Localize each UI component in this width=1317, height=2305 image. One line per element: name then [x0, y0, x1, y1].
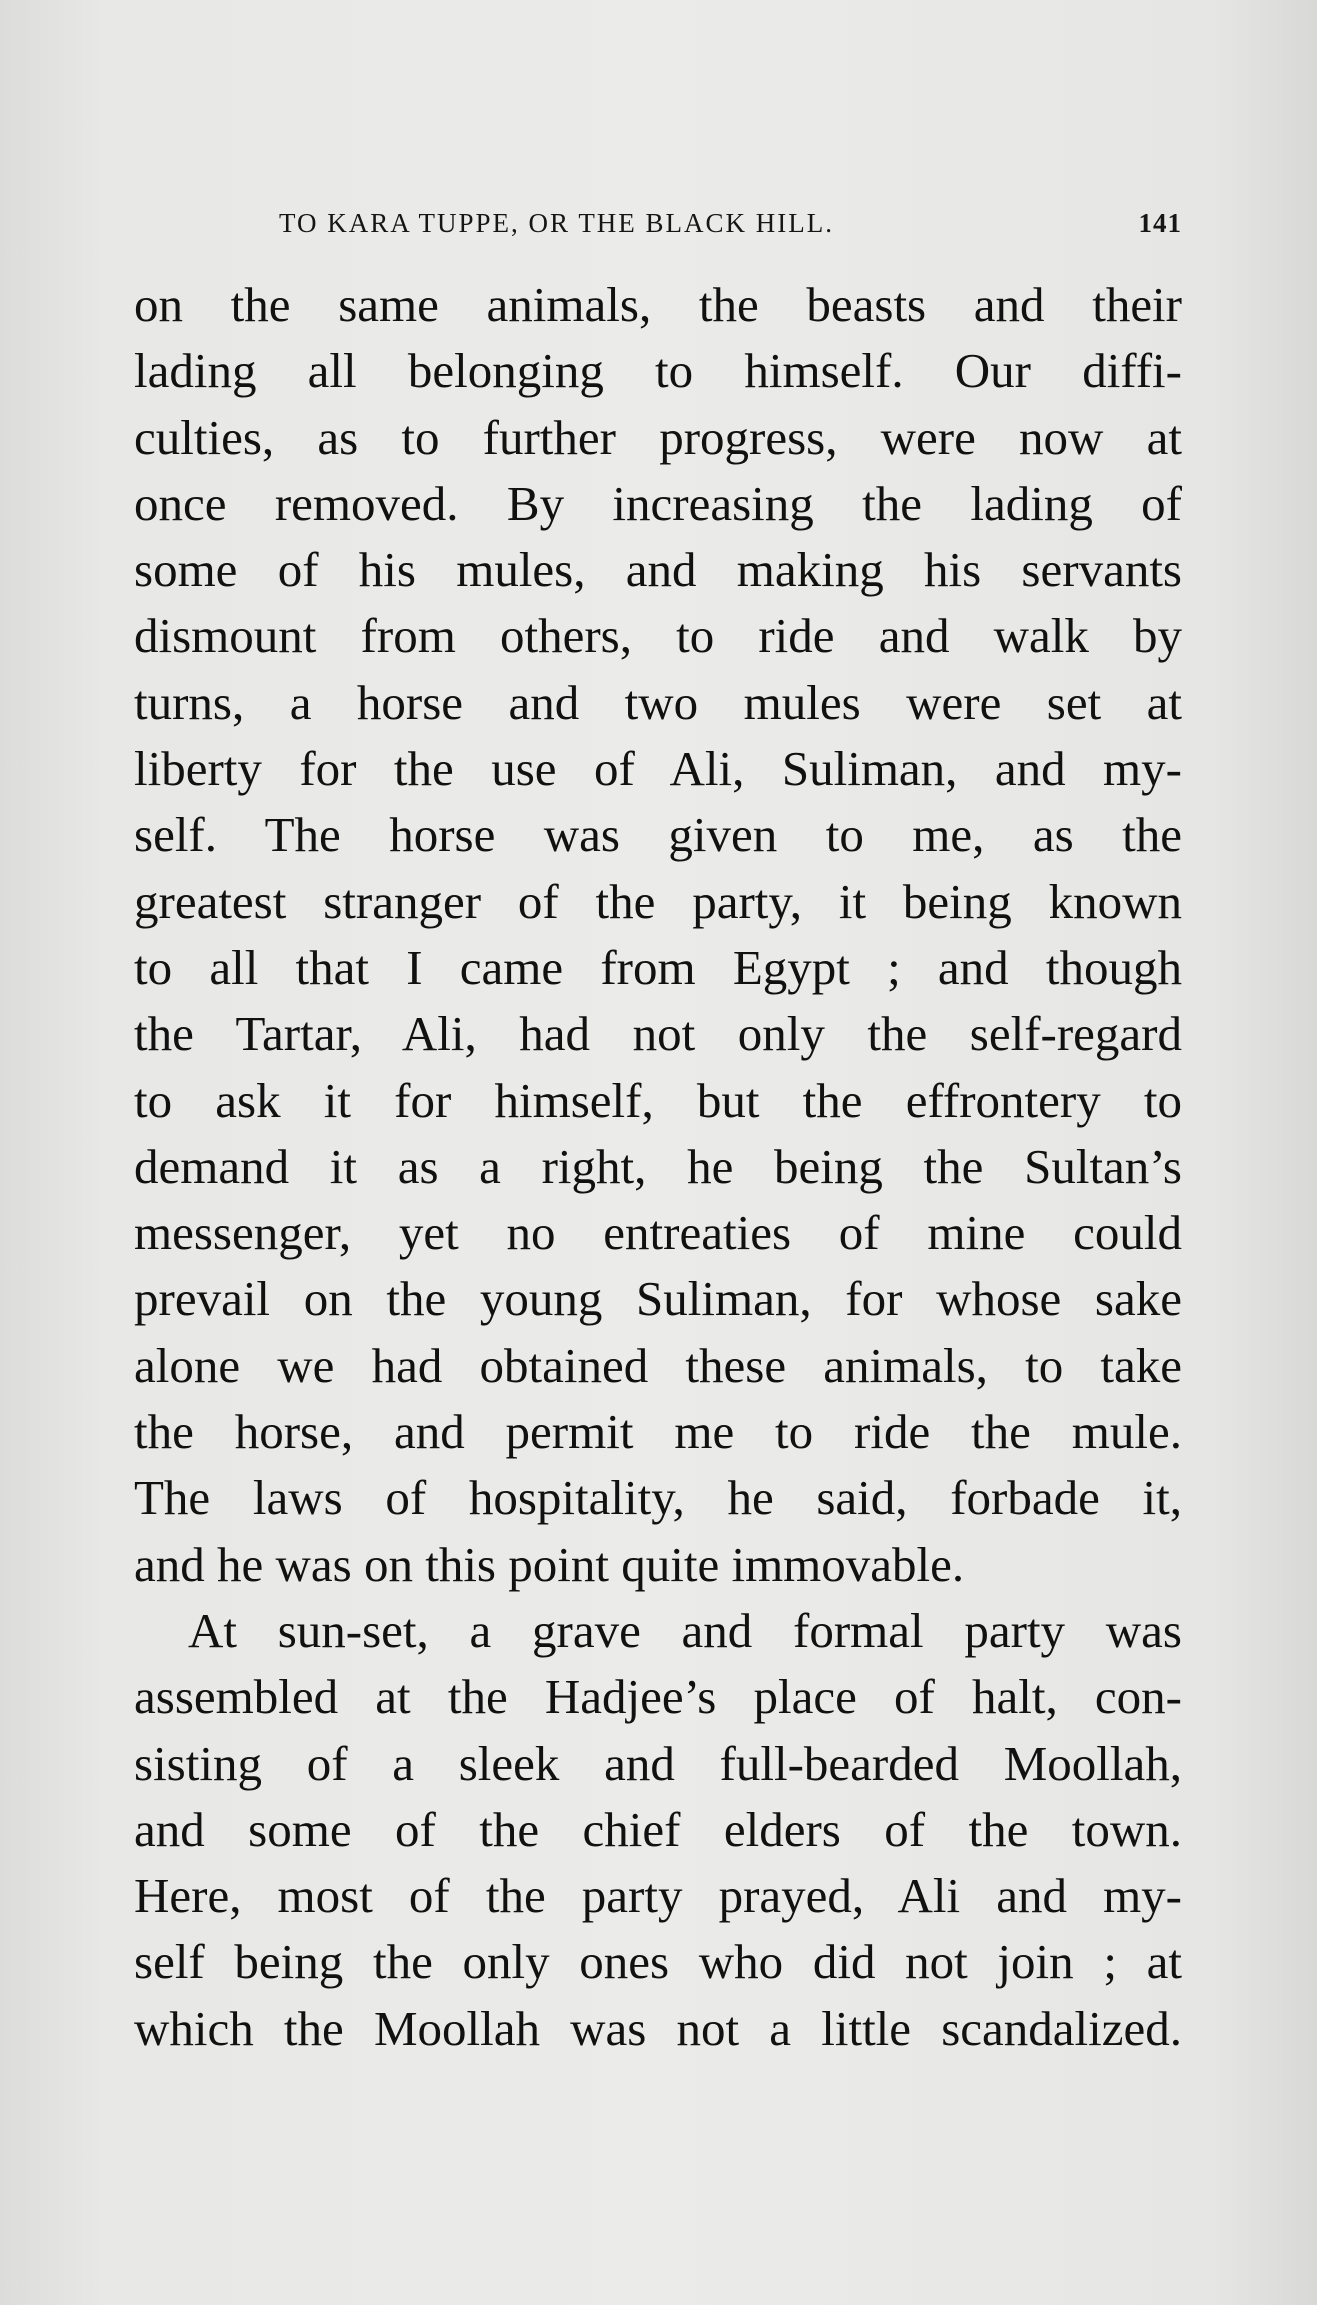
- text-line: culties, as to further progress, were now at: [134, 409, 1182, 465]
- body-text: [134, 272, 1182, 2062]
- text-line: liberty for the use of Ali, Suliman, and my-: [134, 741, 1182, 797]
- text-line: Here, most of the party prayed, Ali and my-: [134, 1868, 1182, 1924]
- text-line: which the Moollah was not a little scandalized.: [134, 2000, 1182, 2056]
- text-line: sisting of a sleek and full-bearded Moollah,: [134, 1735, 1182, 1791]
- text-line: once removed. By increasing the lading of: [134, 475, 1182, 531]
- text-line: self. The horse was given to me, as the: [134, 807, 1182, 863]
- text-line: the Tartar, Ali, had not only the self-regard: [134, 1006, 1182, 1062]
- text-line: messenger, yet no entreaties of mine could: [134, 1205, 1182, 1261]
- text-line: greatest stranger of the party, it being known: [134, 873, 1182, 929]
- text-line: assembled at the Hadjee’s place of halt, con-: [134, 1669, 1182, 1725]
- paragraph-start-line: At sun-set, a grave and formal party was: [188, 1602, 1182, 1658]
- paragraph-end-line: and he was on this point quite immovable.: [134, 1536, 965, 1592]
- text-line: prevail on the young Suliman, for whose sake: [134, 1271, 1182, 1327]
- text-line: to ask it for himself, but the effrontery to: [134, 1072, 1182, 1128]
- text-line: lading all belonging to himself. Our diffi-: [134, 343, 1182, 399]
- text-line: some of his mules, and making his servants: [134, 542, 1182, 598]
- text-line: on the same animals, the beasts and their: [134, 277, 1182, 332]
- text-line: to all that I came from Egypt ; and though: [134, 939, 1182, 995]
- text-line: and some of the chief elders of the town.: [134, 1801, 1182, 1857]
- text-line: The laws of hospitality, he said, forbade it,: [134, 1470, 1182, 1526]
- running-title: TO KARA TUPPE, OR THE BLACK HILL.: [279, 208, 835, 238]
- text-line: self being the only ones who did not join ; at: [134, 1934, 1182, 1990]
- text-line: the horse, and permit me to ride the mule.: [134, 1404, 1182, 1460]
- text-line: dismount from others, to ride and walk by: [134, 608, 1182, 664]
- text-line: alone we had obtained these animals, to take: [134, 1337, 1182, 1393]
- page-number: 141: [1138, 208, 1182, 238]
- text-line: demand it as a right, he being the Sultan’s: [134, 1138, 1182, 1194]
- text-line: turns, a horse and two mules were set at: [134, 674, 1182, 730]
- running-head: [134, 208, 1182, 252]
